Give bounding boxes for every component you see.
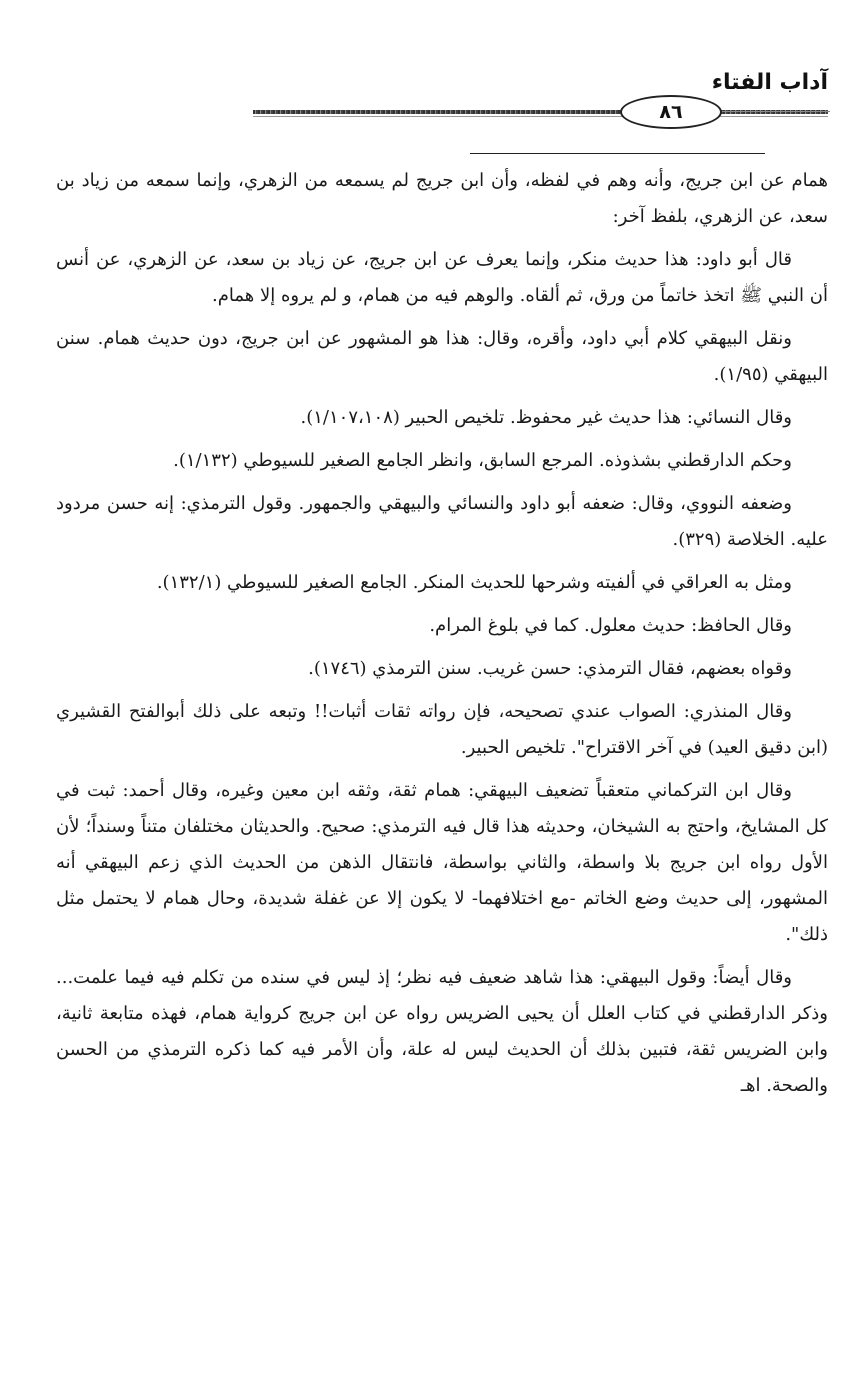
paragraph-5: وحكم الدارقطني بشذوذه. المرجع السابق، وانظر الجامع الصغير للسيوطي (١/١٣٢). [173, 450, 792, 471]
page-number: ٨٦ [620, 95, 722, 129]
paragraph-11: وقال ابن التركماني متعقباً تضعيف البيهقي: همام ثقة، وثقه ابن معين وغيره، وقال أحمد: ثبت في كل المشايخ، واحتج به الشيخان، وحديثه هذا قال فيه الترمذي: صحيح. والحديثان مختلفان متناً وسنداً؛ لأن الأول رواه ابن جريج بلا واسطة، والثاني بواسطة، فانتقال الذهن من الحديث الذي زعم البيهقي أنه المشهور، إلى حديث وضع الخاتم -مع اختلافهما- لا يكون إلا عن غفلة شديدة، وحال همام لا يحتمل مثل ذلك". [56, 780, 829, 945]
paragraph-2: قال أبو داود: هذا حديث منكر، وإنما يعرف عن ابن جريج، عن زياد بن سعد، عن الزهري، عن أنس أن النبي ﷺ اتخذ خاتماً من ورق، ثم ألقاه. والوهم فيه من همام، و لم يروه إلا همام. [56, 249, 828, 306]
text-top-rule [470, 153, 765, 154]
paragraph-6: وضعفه النووي، وقال: ضعفه أبو داود والنسائي والبيهقي والجمهور. وقول الترمذي: إنه حسن مردود عليه. الخلاصة (٣٢٩). [56, 493, 828, 550]
header-tail-rule [720, 111, 830, 112]
paragraph-8: وقال الحافظ: حديث معلول. كما في بلوغ المرام. [429, 615, 792, 636]
paragraph-1: همام عن ابن جريج، وأنه وهم في لفظه، وأن ابن جريج لم يسمعه من الزهري، وإنما سمعه من زياد بن سعد، عن الزهري، بلفظ آخر: [56, 170, 828, 227]
running-title: آداب الفتاء [711, 70, 828, 95]
paragraph-4: وقال النسائي: هذا حديث غير محفوظ. تلخيص الحبير (١/١٠٧،١٠٨). [300, 407, 792, 428]
body-text [56, 163, 828, 1111]
paragraph-7: ومثل به العراقي في ألفيته وشرحها للحديث المنكر. الجامع الصغير للسيوطي (١٣٢/١). [156, 572, 792, 593]
paragraph-12: وقال أيضاً: وقول البيهقي: هذا شاهد ضعيف فيه نظر؛ إذ ليس في سنده من تكلم فيه فيما علمت... وذكر الدارقطني في كتاب العلل أن يحيى الضريس رواه عن ابن جريج كرواية همام، فهذه متابعة ثانية، وابن الضريس ثقة، فتبين بذلك أن الحديث ليس له علة، وأن الأمر فيه كما ذكره الترمذي من الحسن والصحة. اهـ [56, 967, 828, 1096]
paragraph-10: وقال المنذري: الصواب عندي تصحيحه، فإن رواته ثقات أثبات!! وتبعه على ذلك أبوالفتح القشيري (ابن دقيق العيد) في آخر الاقتراح". تلخيص الحبير. [56, 701, 828, 758]
header-rule-thin [253, 116, 828, 117]
paragraph-3: ونقل البيهقي كلام أبي داود، وأقره، وقال: هذا هو المشهور عن ابن جريج، دون حديث همام. سنن البيهقي (١/٩٥). [56, 328, 828, 385]
paragraph-9: وقواه بعضهم، فقال الترمذي: حسن غريب. سنن الترمذي (١٧٤٦). [308, 658, 792, 679]
